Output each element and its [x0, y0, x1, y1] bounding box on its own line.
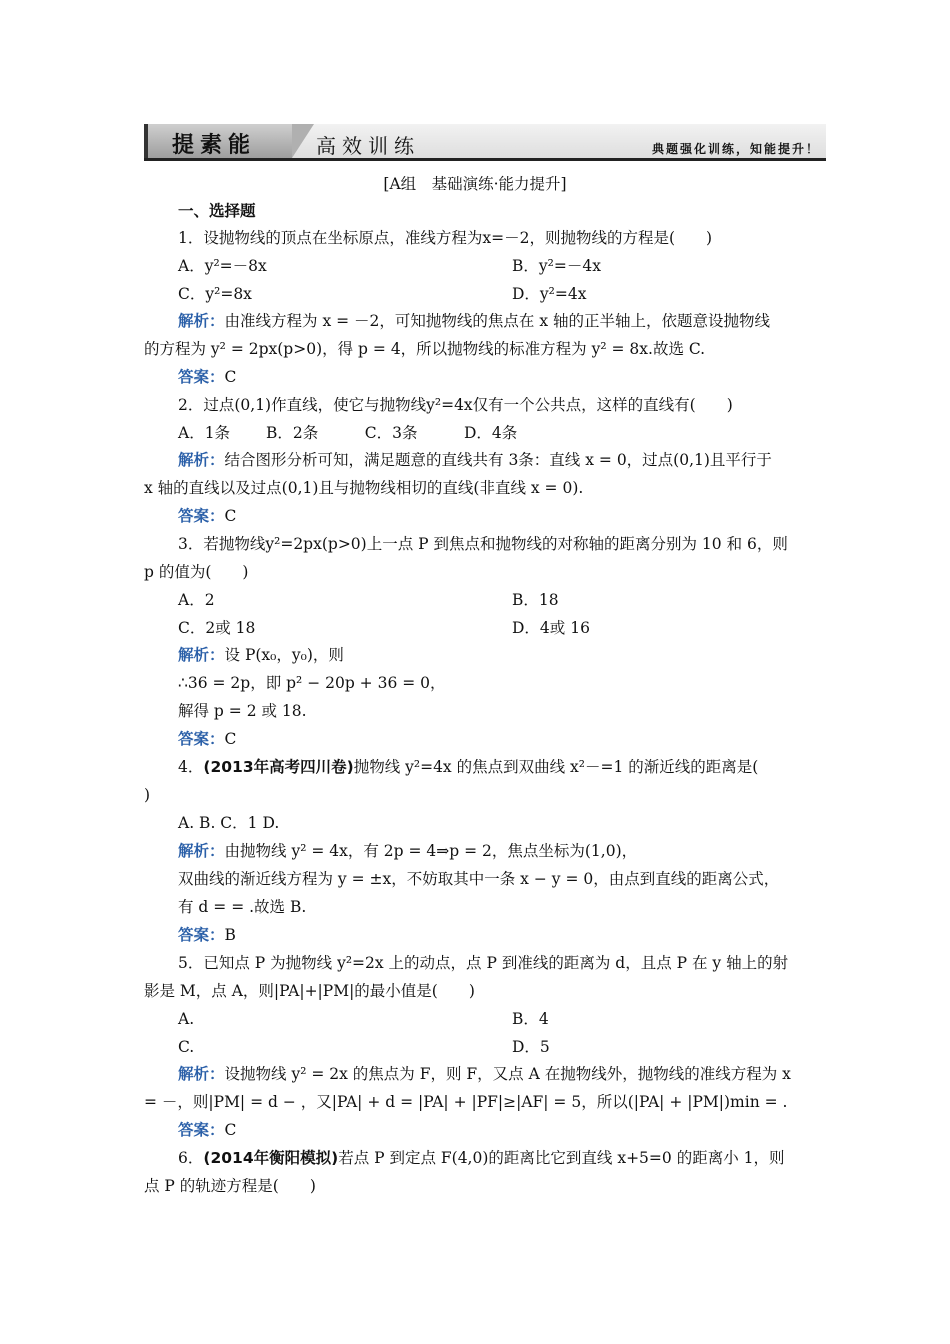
q2-solution-line-1 [178, 450, 772, 470]
question-5-line-1: 5．已知点 P 为抛物线 y²=2x 上的动点，点 P 到准线的距离为 d，且点 P 在 y 轴上的射 [178, 954, 789, 972]
header-banner [144, 124, 826, 162]
question-3-line-2: p 的值为( ) [144, 563, 249, 581]
q5-option-c: C. [178, 1038, 195, 1056]
answer-label: 答案： [178, 507, 225, 525]
question-5-line-2: 影是 M，点 A，则|PA|+|PM|的最小值是( ) [144, 982, 475, 1000]
question-number: 4． [178, 758, 204, 776]
q3-solution-line-3: 解得 p = 2 或 18. [178, 702, 307, 720]
group-title: [A组 基础演练·能力提升] [383, 175, 567, 193]
answer-value: C [224, 730, 237, 748]
q4-solution-line-3: 有 d = = .故选 B. [178, 898, 307, 916]
q3-option-a: A．2 [178, 591, 215, 609]
q4-options: A. B. C．1 D. [178, 814, 280, 832]
question-text: 若点 P 到定点 F(4,0)的距离比它到直线 x+5=0 的距离小 1，则 [338, 1149, 785, 1167]
q3-option-c: C．2或 18 [178, 619, 256, 637]
q3-option-d: D．4或 16 [512, 619, 590, 637]
question-6-line-2: 点 P 的轨迹方程是( ) [144, 1177, 316, 1195]
q5-option-a: A. [178, 1010, 195, 1028]
banner-slogan: 典题强化训练，知能提升！ [651, 142, 820, 156]
q1-option-d: D．y²=4x [512, 285, 587, 303]
solution-text: 设 P(x₀，y₀)，则 [224, 646, 344, 664]
answer-value: C [224, 368, 237, 386]
q5-option-b: B．4 [512, 1010, 549, 1028]
solution-label: 解析： [178, 1065, 225, 1083]
section-heading: 一、选择题 [178, 202, 256, 220]
answer-value: C [224, 1121, 237, 1139]
q1-solution-line-2: 的方程为 y² = 2px(p>0)，得 p = 4，所以抛物线的标准方程为 y² = 8x.故选 C. [144, 340, 706, 358]
q1-answer [178, 367, 236, 387]
solution-text: 设抛物线 y² = 2x 的焦点为 F，则 F，又点 A 在抛物线外，抛物线的准线方程为 x [224, 1065, 791, 1083]
solution-text: 结合图形分析可知，满足题意的直线共有 3条：直线 x = 0，过点(0,1)且平行于 [224, 451, 772, 469]
solution-label: 解析： [178, 842, 225, 860]
q4-solution-line-2: 双曲线的渐近线方程为 y = ±x，不妨取其中一条 x − y = 0，由点到直线的距离公式， [178, 870, 780, 888]
question-2: 2．过点(0,1)作直线，使它与抛物线y²=4x仅有一个公共点，这样的直线有( ) [178, 396, 733, 414]
q4-solution-line-1 [178, 841, 637, 861]
solution-text: 由准线方程为 x = －2，可知抛物线的焦点在 x 轴的正半轴上，依题意设抛物线 [224, 312, 770, 330]
q2-answer [178, 506, 236, 526]
banner-label: 提素能 [172, 133, 257, 158]
q5-answer [178, 1120, 236, 1140]
q5-solution-line-1 [178, 1064, 791, 1084]
q3-answer [178, 729, 236, 749]
answer-value: C [224, 507, 237, 525]
q5-option-d: D．5 [512, 1038, 550, 1056]
question-6-line-1 [178, 1148, 784, 1168]
question-source: (2014年衡阳模拟) [203, 1149, 339, 1167]
solution-label: 解析： [178, 451, 225, 469]
q1-option-b: B．y²=－4x [512, 257, 601, 275]
question-3-line-1: 3．若抛物线y²=2px(p>0)上一点 P 到焦点和抛物线的对称轴的距离分别为 10 和 6，则 [178, 535, 788, 553]
answer-label: 答案： [178, 730, 225, 748]
answer-label: 答案： [178, 368, 225, 386]
q3-solution-line-2: ∴36 = 2p，即 p² − 20p + 36 = 0， [178, 674, 446, 692]
solution-label: 解析： [178, 312, 225, 330]
q4-answer [178, 925, 236, 945]
q1-option-c: C．y²=8x [178, 285, 252, 303]
q3-solution-line-1 [178, 645, 344, 665]
answer-label: 答案： [178, 1121, 225, 1139]
q3-option-b: B．18 [512, 591, 559, 609]
answer-label: 答案： [178, 926, 225, 944]
q1-solution-line-1 [178, 311, 770, 331]
banner-subtitle: 高效训练 [316, 134, 420, 158]
banner-tab-notch [292, 124, 314, 158]
solution-text: 由抛物线 y² = 4x，有 2p = 4⇒p = 2，焦点坐标为(1,0)， [224, 842, 638, 860]
question-4-line-2: ) [144, 786, 151, 804]
question-text: 抛物线 y²=4x 的焦点到双曲线 x²－=1 的渐近线的距离是( [353, 758, 759, 776]
q5-solution-line-2: = －，则|PM| = d − ，又|PA| + d = |PA| + |PF|≥|AF| = 5，所以(|PA| + |PM|)min = . [144, 1093, 788, 1111]
q2-options: A．1条 B．2条 C．3条 D．4条 [178, 424, 518, 442]
q2-solution-line-2: x 轴的直线以及过点(0,1)且与抛物线相切的直线(非直线 x = 0). [144, 479, 584, 497]
answer-value: B [224, 926, 236, 944]
question-number: 6． [178, 1149, 204, 1167]
question-source: (2013年高考四川卷) [203, 758, 354, 776]
q1-option-a: A．y²=－8x [178, 257, 267, 275]
question-4-line-1 [178, 757, 758, 777]
question-1: 1．设抛物线的顶点在坐标原点，准线方程为x=－2，则抛物线的方程是( ) [178, 229, 713, 247]
solution-label: 解析： [178, 646, 225, 664]
